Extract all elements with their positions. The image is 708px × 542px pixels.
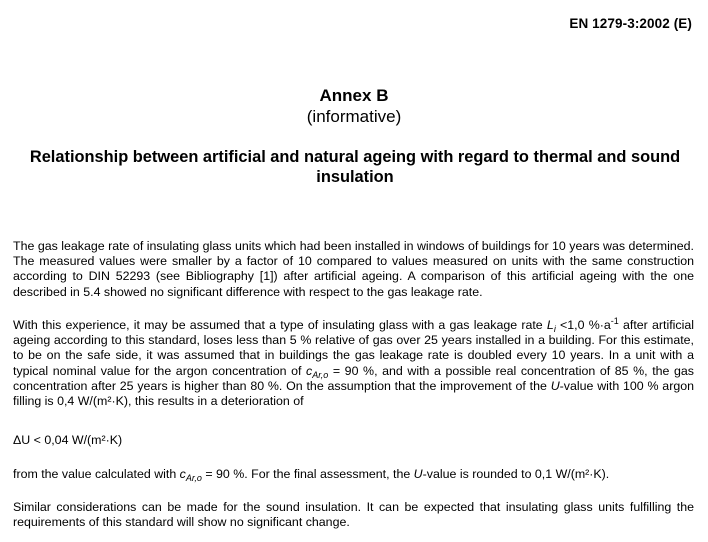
paragraph-final-assessment <box>13 467 694 482</box>
symbol-U: U <box>550 378 560 393</box>
text-run: With this experience, it may be assumed that a type of insulating glass with a gas leakage rate <box>13 318 547 332</box>
subscript-ar-o: Ar,o <box>185 473 202 483</box>
document-id: EN 1279-3:2002 (E) <box>569 16 692 31</box>
symbol-L: L <box>546 318 554 332</box>
symbol-c: c <box>306 363 313 378</box>
text-run: <1,0 %·a <box>555 318 611 332</box>
paragraph-sound-insulation: Similar considerations can be made for the sound insulation. It can be expected that insulating glass units fulfilling the requirements of this standard will show no significant change. <box>13 500 694 530</box>
text-run: -value with 100 % argon filling is 0,4 W/(m²·K), this results in a deterioration of <box>13 378 694 409</box>
symbol-c: c <box>179 467 186 481</box>
paragraph-gas-leakage: The gas leakage rate of insulating glass units which had been installed in windows of buildings for 10 years was determined. The measured values were smaller by a factor of 10 compared to values measured on units with the same construction according to DIN 52293 (see Bibliography [1]) after artificial ageing. A comparison of this artificial ageing with the one described in 5.4 showed no significant difference with respect to the gas leakage rate. <box>13 239 694 299</box>
annex-subheading: (informative) <box>306 107 402 126</box>
superscript-minus-one: -1 <box>610 316 619 326</box>
text-run: = 90 %. For the final assessment, the <box>201 467 414 481</box>
annex-heading: Annex B <box>319 86 389 105</box>
subscript-ar-o: Ar,o <box>312 369 329 380</box>
annex-title: Relationship between artificial and natural ageing with regard to thermal and sound insulation <box>29 148 681 186</box>
formula-delta-u: ΔU < 0,04 W/(m²·K) <box>13 433 123 447</box>
text-run: = 90 %, and with a possible real concentration of 85 %, the gas concentration after 25 years is higher than 80 %. On the assumption that the improvement of the <box>13 363 694 393</box>
subscript-i: i <box>553 324 556 334</box>
text-run: after artificial ageing according to this standard, loses less than 5 % relative of gas over 25 years installed in a building. For this estimate, to be on the safe side, it was assumed that in buildings the gas leakage rate is doubled every 10 years. In a unit with a typical nominal value for the argon concentration of <box>13 318 694 378</box>
symbol-U: U <box>413 467 423 481</box>
text-run: -value is rounded to 0,1 W/(m²·K). <box>422 467 610 481</box>
paragraph-experience <box>13 318 694 409</box>
text-run: from the value calculated with <box>13 467 180 481</box>
